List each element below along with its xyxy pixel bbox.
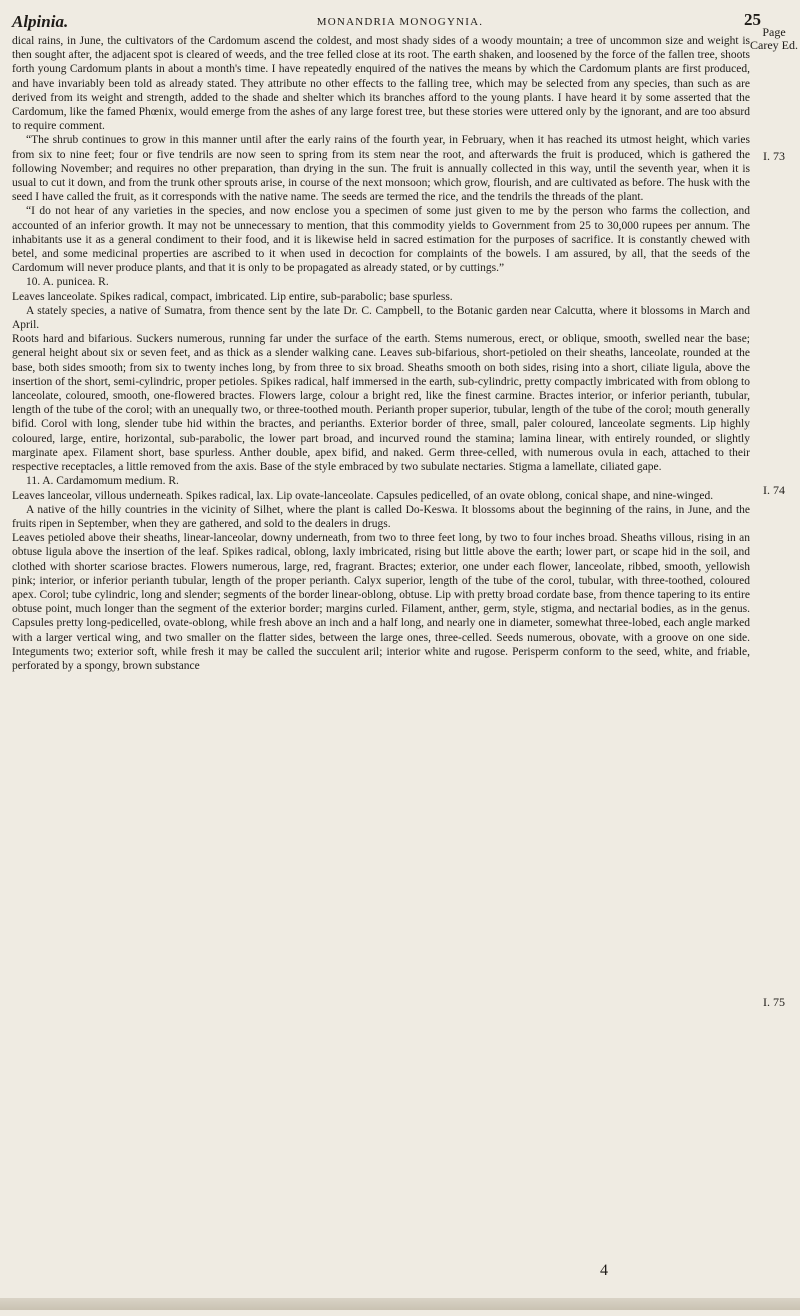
margin-note-2: I. 74 — [763, 483, 785, 497]
header-genus: Alpinia. — [12, 12, 69, 31]
paragraph-growth: “The shrub continues to grow in this manner until after the early rains of the fourth year, in February, when it has reached its utmost height, which varies from six to nine feet; four or five tendrils are now seen to spring from its stem near the root, and afterwards the fruit is produced, which is gathered the following November; and requires no other preparation, than drying in the sun. The fruit is annually collected in this way, until the seventh year, when it is usual to cut it down, and from the trunk other sprouts arise, in course of the next monsoon; which grow, flourish, and are cultivated as before. The husk with the seed I have called the fruit, as it corresponds with the native name. The seeds are termed the rice, and the tendrils the threads of the plant. — [12, 134, 750, 204]
margin-page-label: Page Carey Ed. — [750, 25, 798, 52]
paragraph-varieties: “I do not hear of any varieties in the species, and now enclose you a specimen of some just given to me by the person who farms the collection, and accounted of an inferior growth. It may not be unnecessary to mention, that this commodity yields to Government from 25 to 30,000 rupees per annum. The inhabitants use it as a general condiment to their food, and it is likewise held in sacred estimation for the purposes of sacrifice. It is constantly chewed with betel, and some medicinal properties are ascribed to it when used in decoction for complaints of the bowels. I am assured, by all, that the seeds of the Cardomum will never produce plants, and that it is only to be propagated as already stated, or by cuttings.” — [12, 205, 750, 275]
header-classification: MONANDRIA MONOGYNIA. — [316, 16, 484, 28]
diagnosis-cardamomum-medium: Leaves lanceolar, villous underneath. Spikes radical, lax. Lip ovate-lanceolate. Capsules pedicelled, of an ovate oblong, conical shape, and nine-winged. — [12, 489, 714, 502]
page-number: 25 — [744, 10, 761, 29]
running-header — [0, 6, 800, 36]
paragraph-cultivation: dical rains, in June, the cultivators of the Cardomum ascend the coldest, and most shady sides of a woody mountain; a tree of uncommon size and weight is then sought after, the adjacent spot is cleared of weeds, and the tree felled close at its root. The earth shaken, and loosened by the force of the fallen tree, shoots forth young Cardomum plants in about a month's time. I have repeatedly enquired of the natives the means by which the Cardomum plants are first produced, and have invariably been told as already stated. They attribute no other effects to the falling tree, which may be selected from any species, than such as are derived from its weight and strength, added to the shade and shelter which its branches afford to the young plants. I have heard it by some asserted that the Cardomum, like the famed Phœnix, would emerge from the ashes of any large forest tree, but these stories were uttered only by the ignorant, and are too absurd to require comment. — [12, 35, 750, 133]
description-punicea: Roots hard and bifarious. Suckers numerous, running far under the surface of the earth. Stems numerous, erect, or oblique, smooth, swelled near the base; general height about six or seven feet, and as thick as a slender walking cane. Leaves sub-bifarious, short-petioled on their sheaths, lanceolate, rounded at the base, both sides smooth; from six to twenty inches long, by from three to six broad. Sheaths smooth on both sides, rising into a short, ciliate ligula, above the insertion of the short, semi-cylindric, proper petioles. Spikes radical, half immersed in the earth, sub-cylindric, pretty compactly imbricated with from oblong to lanceolate, coloured, smooth, one-flowered bractes. Flowers large, colour a bright red, like the finest carmine. Bractes interior, or inferior perianth, tubular, length of the tube of the corol; with an unequally two, or three-toothed mouth. Perianth proper superior, tubular, length of the tube of the corol; mouth generally bifid. Corol with long, slender tube hid within the bractes, and perianths. Exterior border of three, small, paler coloured, lanceolate segments. Lip highly coloured, large, entire, horizontal, sub-parabolic, the lower part broad, and incurved round the stamina; lamina linear, with entirely rounded, or slightly marginate apex. Filament short, base spurless. Anther double, apex bifid, and naked. Germ three-celled, with numerous ovula in each, attached to their respective receptacles, a little removed from the axis. Base of the style embraced by two subulate nectaries. Stigma a lamellate, ciliated gape. — [12, 333, 750, 474]
signature-mark: 4 — [600, 1262, 608, 1279]
body-text — [12, 34, 750, 673]
margin-note-1: I. 73 — [763, 149, 785, 163]
description-cardamomum-medium: Leaves petioled above their sheaths, linear-lanceolar, downy underneath, from two to three feet long, by two to four inches broad. Sheaths villous, rising in an obtuse ligula above the insertion of the leaf. Spikes radical, oblong, laxly imbricated, rising but little above the earth; lower part, or scape hid in the soil, and clothed with shorter scariose bractes. Flowers numerous, large, red, fragrant. Bractes; exterior, one under each flower, lanceolate, ribbed, smooth, yellowish pink; interior, or inferior perianth tubular, length of the proper perianth. Calyx superior, length of the tube of the corol, tubular, with three-toothed, coloured apex. Corol; tube cylindric, long and slender; segments of the border linear-oblong, obtuse. Lip with pretty broad cordate base, from thence tapering to its entire obtuse point, much longer than the segment of the exterior border; margins curled. Filament, anther, germ, style, stigma, and nectarial bodies, as in the genus. Capsules pretty long-pedicelled, ovate-oblong, while fresh above an inch and a half long, and nearly one in diameter, somewhat three-lobed, each angle marked with a larger vertical wing, and two smaller on the flatter sides, between the large ones, three-celled. Seeds numerous, obovate, with a groove on one side. Integuments two; exterior soft, while fresh it may be called the succulent aril; interior white and rugose. Perisperm conform to the seed, white, and friable, perforated by a spongy, brown substance — [12, 532, 750, 672]
species-heading-punicea: 10. A. punicea. R. — [26, 276, 109, 289]
margin-note-3: I. 75 — [763, 995, 785, 1009]
page-bottom-edge — [0, 1298, 800, 1310]
species-heading-cardamomum-medium: 11. A. Cardamomum medium. R. — [26, 475, 179, 488]
habitat-cardamomum-medium: A native of the hilly countries in the vicinity of Silhet, where the plant is called Do-Keswa. It blossoms about the beginning of the rains, in June, and the fruits ripen in September, when they are gathered, and sold to the dealers in drugs. — [12, 503, 750, 530]
diagnosis-punicea: Leaves lanceolate. Spikes radical, compact, imbricated. Lip entire, sub-parabolic; base spurless. — [12, 290, 453, 303]
habitat-punicea: A stately species, a native of Sumatra, from thence sent by the late Dr. C. Campbell, to the Botanic garden near Calcutta, where it blossoms in March and April. — [12, 304, 750, 332]
